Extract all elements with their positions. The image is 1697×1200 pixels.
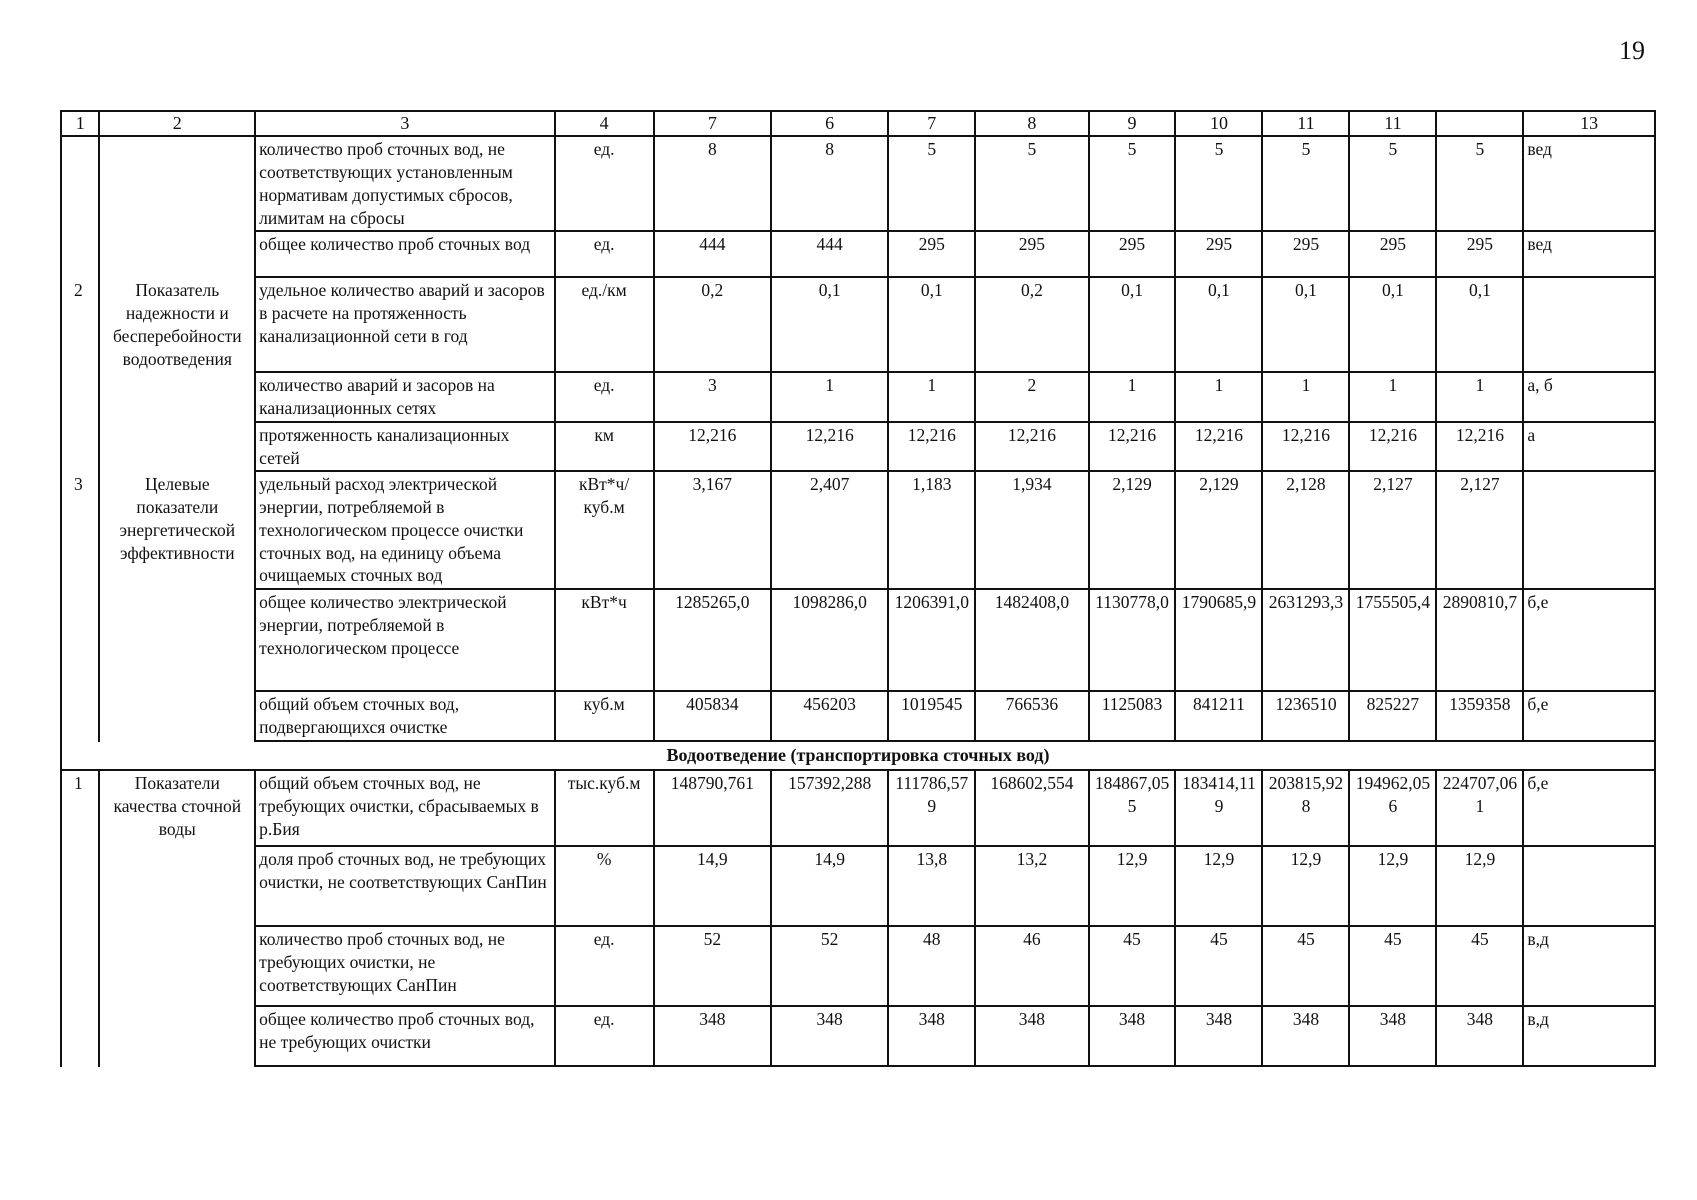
row-number [61, 136, 99, 231]
indicator-name: удельное количество аварий и засоров в расчете на протяженность канализационной сети в год [255, 277, 554, 372]
value-cell: 0,2 [975, 277, 1088, 372]
value-cell: 348 [1436, 1006, 1523, 1066]
value-cell: 1 [1349, 372, 1436, 422]
table-row [61, 1006, 1655, 1066]
unit-cell: куб.м [555, 691, 654, 741]
value-cell: 12,216 [1175, 422, 1262, 472]
value-cell: 5 [975, 136, 1088, 231]
value-cell: 12,9 [1089, 846, 1176, 926]
unit-cell: ед. [555, 926, 654, 1006]
value-cell: 12,216 [1436, 422, 1523, 472]
value-cell: 12,9 [1175, 846, 1262, 926]
value-cell: 13,8 [888, 846, 975, 926]
table-row [61, 770, 1655, 846]
value-cell: 1206391,0 [888, 589, 975, 691]
value-cell: 14,9 [771, 846, 888, 926]
source-note: а [1523, 422, 1655, 472]
value-cell: 184867,055 [1089, 770, 1176, 846]
source-note: а, б [1523, 372, 1655, 422]
header-cell: 6 [771, 111, 888, 136]
value-cell: 12,9 [1436, 846, 1523, 926]
header-cell: 9 [1089, 111, 1176, 136]
value-cell: 295 [1175, 231, 1262, 277]
value-cell: 1482408,0 [975, 589, 1088, 691]
value-cell: 1285265,0 [654, 589, 771, 691]
table-row [61, 471, 1655, 589]
value-cell: 52 [771, 926, 888, 1006]
value-cell: 3,167 [654, 471, 771, 589]
value-cell: 1755505,4 [1349, 589, 1436, 691]
header-cell: 10 [1175, 111, 1262, 136]
value-cell: 45 [1089, 926, 1176, 1006]
value-cell: 348 [1089, 1006, 1176, 1066]
value-cell: 45 [1349, 926, 1436, 1006]
value-cell: 8 [654, 136, 771, 231]
value-cell: 456203 [771, 691, 888, 741]
value-cell: 0,2 [654, 277, 771, 372]
value-cell: 183414,119 [1175, 770, 1262, 846]
value-cell: 45 [1262, 926, 1349, 1006]
value-cell: 12,216 [1262, 422, 1349, 472]
value-cell: 2,127 [1436, 471, 1523, 589]
value-cell: 12,216 [975, 422, 1088, 472]
unit-cell: ед. [555, 1006, 654, 1066]
value-cell: 348 [1175, 1006, 1262, 1066]
row-number: 3 [61, 471, 99, 589]
value-cell: 841211 [1175, 691, 1262, 741]
value-cell: 405834 [654, 691, 771, 741]
value-cell: 2,127 [1349, 471, 1436, 589]
value-cell: 0,1 [888, 277, 975, 372]
value-cell: 348 [654, 1006, 771, 1066]
value-cell: 111786,579 [888, 770, 975, 846]
header-cell: 11 [1349, 111, 1436, 136]
value-cell: 12,216 [654, 422, 771, 472]
value-cell: 348 [771, 1006, 888, 1066]
value-cell: 224707,061 [1436, 770, 1523, 846]
value-cell: 5 [1175, 136, 1262, 231]
unit-cell: кВт*ч/куб.м [555, 471, 654, 589]
indicator-group [99, 589, 255, 691]
value-cell: 2 [975, 372, 1088, 422]
table-row [61, 136, 1655, 231]
indicator-group [99, 422, 255, 472]
table-row [61, 231, 1655, 277]
value-cell: 12,216 [1349, 422, 1436, 472]
value-cell: 1359358 [1436, 691, 1523, 741]
indicator-name: количество аварий и засоров на канализационных сетях [255, 372, 554, 422]
source-note: в,д [1523, 926, 1655, 1006]
table-row [61, 372, 1655, 422]
value-cell: 1,934 [975, 471, 1088, 589]
value-cell: 12,216 [1089, 422, 1176, 472]
value-cell: 295 [1349, 231, 1436, 277]
value-cell: 8 [771, 136, 888, 231]
value-cell: 5 [1262, 136, 1349, 231]
indicator-group [99, 691, 255, 741]
indicator-group: Целевые показатели энергетической эффективности [99, 471, 255, 589]
row-number [61, 846, 99, 926]
value-cell: 12,216 [888, 422, 975, 472]
value-cell: 52 [654, 926, 771, 1006]
value-cell: 12,9 [1349, 846, 1436, 926]
value-cell: 825227 [1349, 691, 1436, 741]
value-cell: 348 [888, 1006, 975, 1066]
header-cell: 8 [975, 111, 1088, 136]
value-cell: 203815,928 [1262, 770, 1349, 846]
value-cell: 5 [1089, 136, 1176, 231]
row-number: 1 [61, 770, 99, 846]
value-cell: 45 [1175, 926, 1262, 1006]
value-cell: 1019545 [888, 691, 975, 741]
value-cell: 295 [1089, 231, 1176, 277]
value-cell: 5 [888, 136, 975, 231]
value-cell: 2,128 [1262, 471, 1349, 589]
table-row [61, 691, 1655, 741]
indicator-group [99, 372, 255, 422]
row-number [61, 372, 99, 422]
value-cell: 194962,056 [1349, 770, 1436, 846]
indicator-group: Показатель надежности и бесперебойности водоотведения [99, 277, 255, 372]
value-cell: 1236510 [1262, 691, 1349, 741]
unit-cell: км [555, 422, 654, 472]
unit-cell: ед./км [555, 277, 654, 372]
value-cell: 295 [1262, 231, 1349, 277]
indicator-group [99, 926, 255, 1006]
value-cell: 295 [888, 231, 975, 277]
value-cell: 1 [1089, 372, 1176, 422]
source-note [1523, 846, 1655, 926]
value-cell: 2631293,3 [1262, 589, 1349, 691]
value-cell: 0,1 [1436, 277, 1523, 372]
source-note: в,д [1523, 1006, 1655, 1066]
value-cell: 0,1 [1175, 277, 1262, 372]
value-cell: 45 [1436, 926, 1523, 1006]
value-cell: 0,1 [771, 277, 888, 372]
unit-cell: ед. [555, 372, 654, 422]
header-row [61, 111, 1655, 136]
row-number [61, 1006, 99, 1066]
page-number: 19 [1619, 36, 1645, 65]
indicator-name: общий объем сточных вод, подвергающихся очистке [255, 691, 554, 741]
value-cell: 3 [654, 372, 771, 422]
source-note: б,е [1523, 589, 1655, 691]
value-cell: 444 [654, 231, 771, 277]
row-number [61, 422, 99, 472]
indicator-name: общее количество проб сточных вод, не требующих очистки [255, 1006, 554, 1066]
source-note: б,е [1523, 691, 1655, 741]
indicator-group [99, 136, 255, 231]
value-cell: 1098286,0 [771, 589, 888, 691]
row-number: 2 [61, 277, 99, 372]
value-cell: 295 [1436, 231, 1523, 277]
value-cell: 1125083 [1089, 691, 1176, 741]
value-cell: 2,129 [1089, 471, 1176, 589]
source-note: вед [1523, 136, 1655, 231]
header-cell: 3 [255, 111, 554, 136]
value-cell: 13,2 [975, 846, 1088, 926]
source-note: б,е [1523, 770, 1655, 846]
value-cell: 348 [1349, 1006, 1436, 1066]
indicator-name: количество проб сточных вод, не требующих очистки, не соответствующих СанПин [255, 926, 554, 1006]
unit-cell: тыс.куб.м [555, 770, 654, 846]
value-cell: 2,129 [1175, 471, 1262, 589]
value-cell: 348 [1262, 1006, 1349, 1066]
header-cell: 4 [555, 111, 654, 136]
table-row [61, 846, 1655, 926]
value-cell: 5 [1349, 136, 1436, 231]
value-cell: 348 [975, 1006, 1088, 1066]
indicator-group: Показатели качества сточной воды [99, 770, 255, 846]
value-cell: 2,407 [771, 471, 888, 589]
header-cell: 7 [888, 111, 975, 136]
indicator-name: доля проб сточных вод, не требующих очистки, не соответствующих СанПин [255, 846, 554, 926]
value-cell: 0,1 [1349, 277, 1436, 372]
value-cell: 766536 [975, 691, 1088, 741]
unit-cell: % [555, 846, 654, 926]
value-cell: 0,1 [1262, 277, 1349, 372]
section-row [61, 741, 1655, 770]
value-cell: 444 [771, 231, 888, 277]
unit-cell: кВт*ч [555, 589, 654, 691]
value-cell: 46 [975, 926, 1088, 1006]
section-title: Водоотведение (транспортировка сточных вод) [61, 741, 1655, 770]
table-row [61, 277, 1655, 372]
row-number [61, 231, 99, 277]
indicators-table [60, 110, 1656, 1067]
value-cell: 5 [1436, 136, 1523, 231]
row-number [61, 926, 99, 1006]
value-cell: 1 [1262, 372, 1349, 422]
value-cell: 12,9 [1262, 846, 1349, 926]
unit-cell: ед. [555, 136, 654, 231]
value-cell: 295 [975, 231, 1088, 277]
indicator-group [99, 846, 255, 926]
value-cell: 48 [888, 926, 975, 1006]
indicator-group [99, 1006, 255, 1066]
value-cell: 1130778,0 [1089, 589, 1176, 691]
indicator-name: удельный расход электрической энергии, потребляемой в технологическом процессе очистки сточных вод, на единицу объема очищаемых сточных вод [255, 471, 554, 589]
source-note [1523, 277, 1655, 372]
value-cell: 1 [1436, 372, 1523, 422]
value-cell: 168602,554 [975, 770, 1088, 846]
indicator-name: общее количество электрической энергии, потребляемой в технологическом процессе [255, 589, 554, 691]
value-cell: 1790685,9 [1175, 589, 1262, 691]
indicator-name: количество проб сточных вод, не соответствующих установленным нормативам допустимых сбросов, лимитам на сбросы [255, 136, 554, 231]
header-cell: 2 [99, 111, 255, 136]
value-cell: 0,1 [1089, 277, 1176, 372]
value-cell: 1 [888, 372, 975, 422]
row-number [61, 691, 99, 741]
indicator-group [99, 231, 255, 277]
header-cell: 11 [1262, 111, 1349, 136]
indicator-name: протяженность канализационных сетей [255, 422, 554, 472]
value-cell: 2890810,7 [1436, 589, 1523, 691]
table-row [61, 589, 1655, 691]
indicator-name: общее количество проб сточных вод [255, 231, 554, 277]
value-cell: 157392,288 [771, 770, 888, 846]
header-cell [1436, 111, 1523, 136]
source-note: вед [1523, 231, 1655, 277]
value-cell: 14,9 [654, 846, 771, 926]
unit-cell: ед. [555, 231, 654, 277]
indicator-name: общий объем сточных вод, не требующих очистки, сбрасываемых в р.Бия [255, 770, 554, 846]
value-cell: 1 [771, 372, 888, 422]
value-cell: 1 [1175, 372, 1262, 422]
header-cell: 7 [654, 111, 771, 136]
value-cell: 1,183 [888, 471, 975, 589]
value-cell: 12,216 [771, 422, 888, 472]
row-number [61, 589, 99, 691]
table-row [61, 422, 1655, 472]
value-cell: 148790,761 [654, 770, 771, 846]
source-note [1523, 471, 1655, 589]
header-cell: 1 [61, 111, 99, 136]
header-cell: 13 [1523, 111, 1655, 136]
table-row [61, 926, 1655, 1006]
